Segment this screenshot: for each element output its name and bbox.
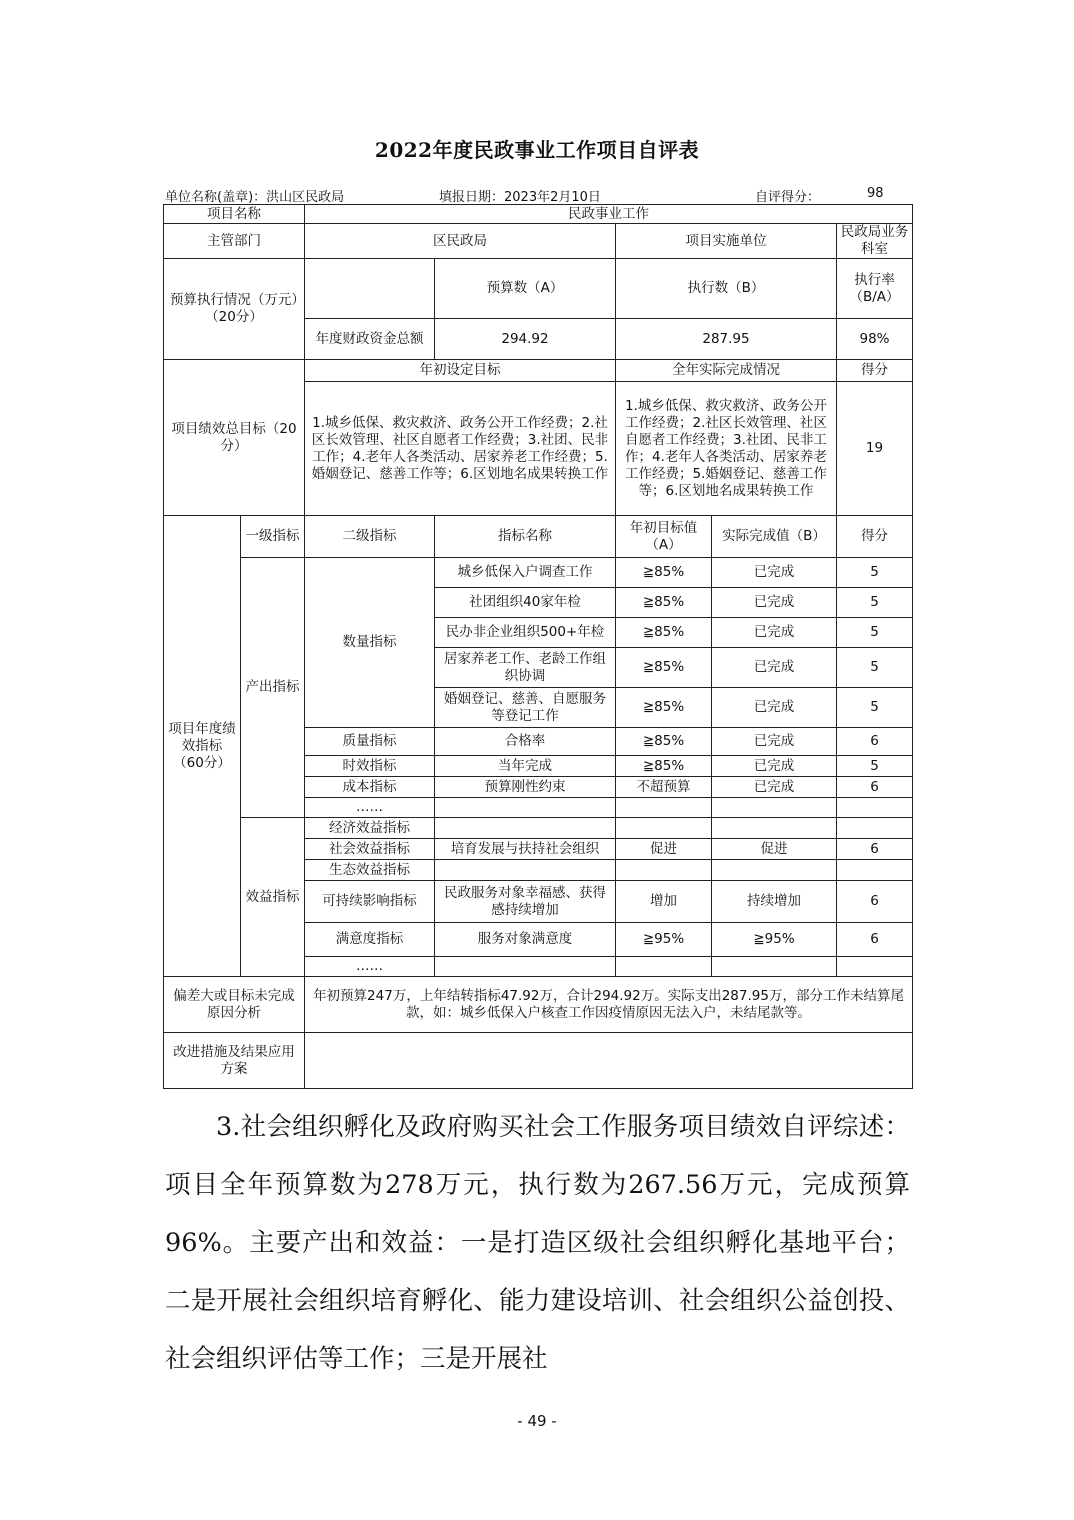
target-value: ≧85% [616,688,712,728]
score-value: 6 [837,881,913,923]
ellipsis: …… [305,798,435,818]
actual-value: 已完成 [712,728,837,756]
sustain-indicator-label: 可持续影响指标 [305,881,435,923]
actual-value: 促进 [712,839,837,860]
score-value: 6 [837,728,913,756]
economic-indicator-label: 经济效益指标 [305,818,435,839]
indicator-name: 预算刚性约束 [435,777,616,798]
target-value: ≧85% [616,728,712,756]
form-meta [165,186,910,204]
timeliness-indicator-label: 时效指标 [305,756,435,777]
deviation-text: 年初预算247万，上年结转指标47.92万，合计294.92万。实际支出287.95万，部分工作未结算尾款，如：城乡低保入户核查工作因疫情原因无法入户，未结尾款等。 [305,977,913,1033]
indicator-name: 民办非企业组织500+年检 [435,618,616,648]
score-value: 5 [837,558,913,588]
page-number: - 49 - [517,1412,557,1430]
deviation-label: 偏差大或目标未完成原因分析 [164,977,305,1033]
score-value: 6 [837,839,913,860]
self-score-value: 98 [867,186,884,201]
target-value: ≧85% [616,558,712,588]
form-title: 2022年度民政事业工作项目自评表 [374,138,700,162]
actual-value: 持续增加 [712,881,837,923]
quantity-indicator-label: 数量指标 [305,558,435,728]
budget-label: 预算执行情况（万元）（20分） [164,259,305,360]
fill-date: 填报日期：2023年2月10日 [439,190,601,205]
goal-actual-header: 全年实际完成情况 [616,360,837,382]
actual-value: 已完成 [712,588,837,618]
indicator-name: 当年完成 [435,756,616,777]
exec-header: 执行数（B） [616,259,837,319]
improve-label: 改进措施及结果应用方案 [164,1033,305,1089]
blank-cell [305,259,435,319]
score-value: 5 [837,756,913,777]
indicator-label: 项目年度绩效指标（60分） [164,516,241,977]
exec-value: 287.95 [616,319,837,360]
target-value: 增加 [616,881,712,923]
dept-label: 主管部门 [164,224,305,259]
indicator-name: 民政服务对象幸福感、获得感持续增加 [435,881,616,923]
ellipsis: …… [305,957,435,977]
rate-header: 执行率（B/A） [837,259,913,319]
target-value: ≧85% [616,618,712,648]
evaluation-table [163,204,913,1089]
name-header: 指标名称 [435,516,616,558]
eco-indicator-label: 生态效益指标 [305,860,435,881]
body-paragraph: 3.社会组织孵化及政府购买社会工作服务项目绩效自评综述：项目全年预算数为278万元，执行数为267.56万元，完成预算96%。主要产出和效益：一是打造区级社会组织孵化基地平台；二是开展社会组织培育孵化、能力建设培训、社会组织公益创投、社会组织评估等工作；三是开展社 [165,1112,910,1374]
indicator-name: 合格率 [435,728,616,756]
goal-label: 项目绩效总目标（20分） [164,360,305,516]
target-value: ≧95% [616,923,712,957]
output-indicator-label: 产出指标 [241,558,305,818]
actual-value: 已完成 [712,688,837,728]
goal-score: 19 [837,382,913,516]
indicator-name: 培育发展与扶持社会组织 [435,839,616,860]
quality-indicator-label: 质量指标 [305,728,435,756]
self-score-label: 自评得分： [755,190,821,205]
goal-initial-text: 1.城乡低保、救灾救济、政务公开工作经费；2.社区长效管理、社区自愿者工作经费；3.社团、民非工作；4.老年人各类活动、居家养老工作经费；5.婚姻登记、慈善工作等；6.区划地名成果转换工作 [305,382,616,516]
satisfaction-indicator-label: 满意度指标 [305,923,435,957]
level2-header: 二级指标 [305,516,435,558]
goal-actual-text: 1.城乡低保、救灾救济、政务公开工作经费；2.社区长效管理、社区自愿者工作经费；3.社团、民非工作；4.老年人各类活动、居家养老工作经费；5.婚姻登记、慈善工作等；6.区划地名成果转换工作 [616,382,837,516]
score-value: 6 [837,923,913,957]
indicator-name: 居家养老工作、老龄工作组织协调 [435,648,616,688]
cost-indicator-label: 成本指标 [305,777,435,798]
indicator-name: 社团组织40家年检 [435,588,616,618]
actual-value: 已完成 [712,777,837,798]
project-name: 民政事业工作 [305,205,913,224]
budget-header: 预算数（A） [435,259,616,319]
benefit-indicator-label: 效益指标 [241,818,305,977]
level1-header: 一级指标 [241,516,305,558]
actual-value: 已完成 [712,648,837,688]
social-indicator-label: 社会效益指标 [305,839,435,860]
rate-value: 98% [837,319,913,360]
impl-unit-label: 项目实施单位 [616,224,837,259]
score-value: 6 [837,777,913,798]
actual-value: 已完成 [712,558,837,588]
impl-unit-value: 民政局业务科室 [837,224,913,259]
indicator-name: 城乡低保入户调查工作 [435,558,616,588]
score-value: 5 [837,688,913,728]
improve-text [305,1033,913,1089]
target-header: 年初目标值（A） [616,516,712,558]
score-value: 5 [837,618,913,648]
target-value: ≧85% [616,756,712,777]
dept-value: 区民政局 [305,224,616,259]
funds-label: 年度财政资金总额 [305,319,435,360]
budget-value: 294.92 [435,319,616,360]
score-header: 得分 [837,516,913,558]
actual-value: 已完成 [712,756,837,777]
target-value: ≧85% [616,588,712,618]
goal-score-header: 得分 [837,360,913,382]
indicator-name: 服务对象满意度 [435,923,616,957]
indicator-name: 婚姻登记、慈善、自愿服务等登记工作 [435,688,616,728]
goal-initial-header: 年初设定目标 [305,360,616,382]
target-value: 不超预算 [616,777,712,798]
target-value: 促进 [616,839,712,860]
project-name-label: 项目名称 [164,205,305,224]
actual-value: ≧95% [712,923,837,957]
actual-header: 实际完成值（B） [712,516,837,558]
target-value: ≧85% [616,648,712,688]
score-value: 5 [837,648,913,688]
unit-name: 单位名称(盖章)：洪山区民政局 [165,190,345,205]
score-value: 5 [837,588,913,618]
actual-value: 已完成 [712,618,837,648]
